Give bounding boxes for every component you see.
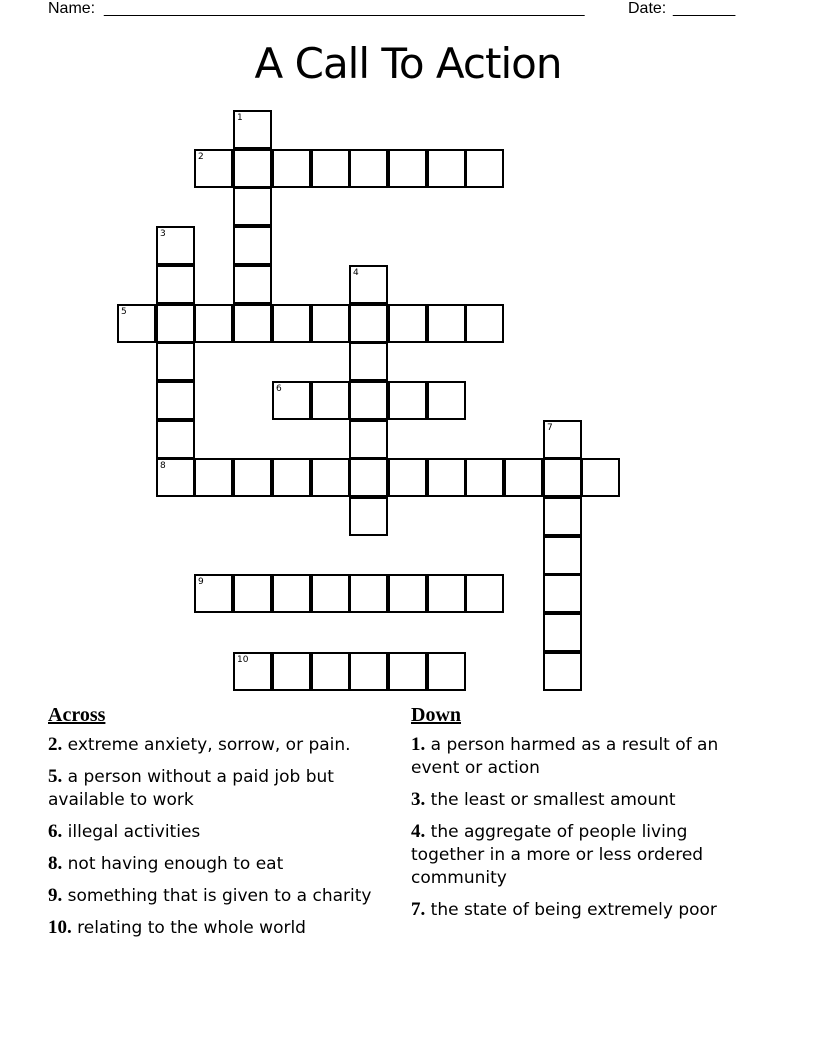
grid-cell[interactable] — [388, 652, 427, 691]
clue-text: the aggregate of people living together in a more or less ordered community — [411, 822, 704, 888]
grid-cell[interactable] — [156, 226, 195, 265]
clue-number-label: 8 — [160, 461, 166, 471]
grid-cell[interactable] — [194, 458, 233, 497]
grid-cell[interactable] — [543, 613, 582, 652]
clue-number: 10. — [48, 917, 72, 938]
grid-cell[interactable] — [388, 381, 427, 420]
clue-number-label: 4 — [353, 268, 359, 278]
grid-cell[interactable] — [233, 652, 272, 691]
down-clue — [411, 898, 756, 922]
grid-cell[interactable] — [465, 149, 504, 188]
grid-cell[interactable] — [311, 149, 350, 188]
across-heading: Across — [48, 704, 106, 726]
grid-cell[interactable] — [465, 458, 504, 497]
clue-number: 1. — [411, 734, 426, 755]
grid-cell[interactable] — [156, 304, 195, 343]
grid-cell[interactable] — [465, 304, 504, 343]
grid-cell[interactable] — [311, 458, 350, 497]
grid-cell[interactable] — [388, 574, 427, 613]
grid-cell[interactable] — [194, 574, 233, 613]
grid-cell[interactable] — [427, 458, 466, 497]
grid-cell[interactable] — [311, 304, 350, 343]
clue-text: not having enough to eat — [67, 854, 284, 874]
grid-cell[interactable] — [272, 304, 311, 343]
across-clue — [48, 884, 393, 908]
grid-cell[interactable] — [311, 574, 350, 613]
clue-number-label: 5 — [121, 307, 127, 317]
name-blank-line[interactable]: ______________________________________________________ — [104, 0, 585, 17]
clue-text: relating to the whole world — [77, 918, 306, 938]
grid-cell[interactable] — [194, 304, 233, 343]
grid-cell[interactable] — [233, 458, 272, 497]
grid-cell[interactable] — [233, 149, 272, 188]
across-clue — [48, 852, 393, 876]
grid-cell[interactable] — [388, 458, 427, 497]
grid-cell[interactable] — [311, 381, 350, 420]
grid-cell[interactable] — [156, 458, 195, 497]
grid-cell[interactable] — [349, 265, 388, 304]
grid-cell[interactable] — [233, 187, 272, 226]
grid-cell[interactable] — [272, 574, 311, 613]
clue-number: 3. — [411, 789, 426, 810]
grid-cell[interactable] — [427, 149, 466, 188]
grid-cell[interactable] — [233, 110, 272, 149]
grid-cell[interactable] — [194, 149, 233, 188]
clue-number: 2. — [48, 734, 63, 755]
grid-cell[interactable] — [543, 536, 582, 575]
clue-number-label: 9 — [198, 577, 204, 587]
grid-cell[interactable] — [349, 458, 388, 497]
clue-number-label: 2 — [198, 152, 204, 162]
grid-cell[interactable] — [427, 652, 466, 691]
grid-cell[interactable] — [349, 574, 388, 613]
grid-cell[interactable] — [504, 458, 543, 497]
down-heading: Down — [411, 704, 462, 726]
grid-cell[interactable] — [117, 304, 156, 343]
grid-cell[interactable] — [543, 574, 582, 613]
down-clues — [411, 704, 756, 930]
across-clue — [48, 733, 393, 757]
clue-number-label: 10 — [237, 655, 249, 665]
grid-cell[interactable] — [349, 420, 388, 459]
down-clue — [411, 733, 756, 780]
grid-cell[interactable] — [349, 149, 388, 188]
grid-cell[interactable] — [233, 265, 272, 304]
clue-text: the least or smallest amount — [430, 790, 676, 810]
grid-cell[interactable] — [581, 458, 620, 497]
across-clue — [48, 916, 393, 940]
grid-cell[interactable] — [543, 420, 582, 459]
grid-cell[interactable] — [427, 381, 466, 420]
grid-cell[interactable] — [427, 304, 466, 343]
grid-cell[interactable] — [156, 265, 195, 304]
clue-number-label: 7 — [547, 423, 553, 433]
grid-cell[interactable] — [156, 381, 195, 420]
grid-cell[interactable] — [272, 149, 311, 188]
grid-cell[interactable] — [349, 497, 388, 536]
grid-cell[interactable] — [543, 497, 582, 536]
grid-cell[interactable] — [272, 381, 311, 420]
grid-cell[interactable] — [427, 574, 466, 613]
clue-number-label: 3 — [160, 229, 166, 239]
across-clues — [48, 704, 393, 948]
clue-text: something that is given to a charity — [67, 886, 372, 906]
grid-cell[interactable] — [465, 574, 504, 613]
grid-cell[interactable] — [349, 652, 388, 691]
clue-text: a person without a paid job but available to work — [48, 767, 334, 810]
down-clue — [411, 820, 756, 890]
clue-number-label: 1 — [237, 113, 243, 123]
clue-text: the state of being extremely poor — [430, 900, 717, 920]
puzzle-title: A Call To Action — [254, 39, 562, 88]
date-label: Date: — [628, 0, 667, 17]
clue-number: 8. — [48, 853, 63, 874]
grid-cell[interactable] — [349, 381, 388, 420]
clue-number: 9. — [48, 885, 63, 906]
grid-cell[interactable] — [388, 304, 427, 343]
grid-cell[interactable] — [349, 342, 388, 381]
clue-number: 4. — [411, 821, 426, 842]
clue-number: 5. — [48, 766, 63, 787]
clue-text: extreme anxiety, sorrow, or pain. — [67, 735, 351, 755]
grid-cell[interactable] — [543, 458, 582, 497]
grid-cell[interactable] — [543, 652, 582, 691]
clue-number: 7. — [411, 899, 426, 920]
clue-text: illegal activities — [67, 822, 201, 842]
across-clue — [48, 820, 393, 844]
clue-number-label: 6 — [276, 384, 282, 394]
grid-cell[interactable] — [233, 304, 272, 343]
date-blank-line[interactable]: _______ — [673, 0, 736, 17]
clue-number: 6. — [48, 821, 63, 842]
grid-cell[interactable] — [388, 149, 427, 188]
across-clue — [48, 765, 393, 812]
clue-text: a person harmed as a result of an event or action — [411, 735, 719, 778]
grid-cell[interactable] — [233, 574, 272, 613]
grid-cell[interactable] — [156, 342, 195, 381]
name-label: Name: — [48, 0, 96, 17]
grid-cell[interactable] — [233, 226, 272, 265]
grid-cell[interactable] — [272, 652, 311, 691]
grid-cell[interactable] — [156, 420, 195, 459]
down-clue — [411, 788, 756, 812]
grid-cell[interactable] — [272, 458, 311, 497]
grid-cell[interactable] — [349, 304, 388, 343]
grid-cell[interactable] — [311, 652, 350, 691]
